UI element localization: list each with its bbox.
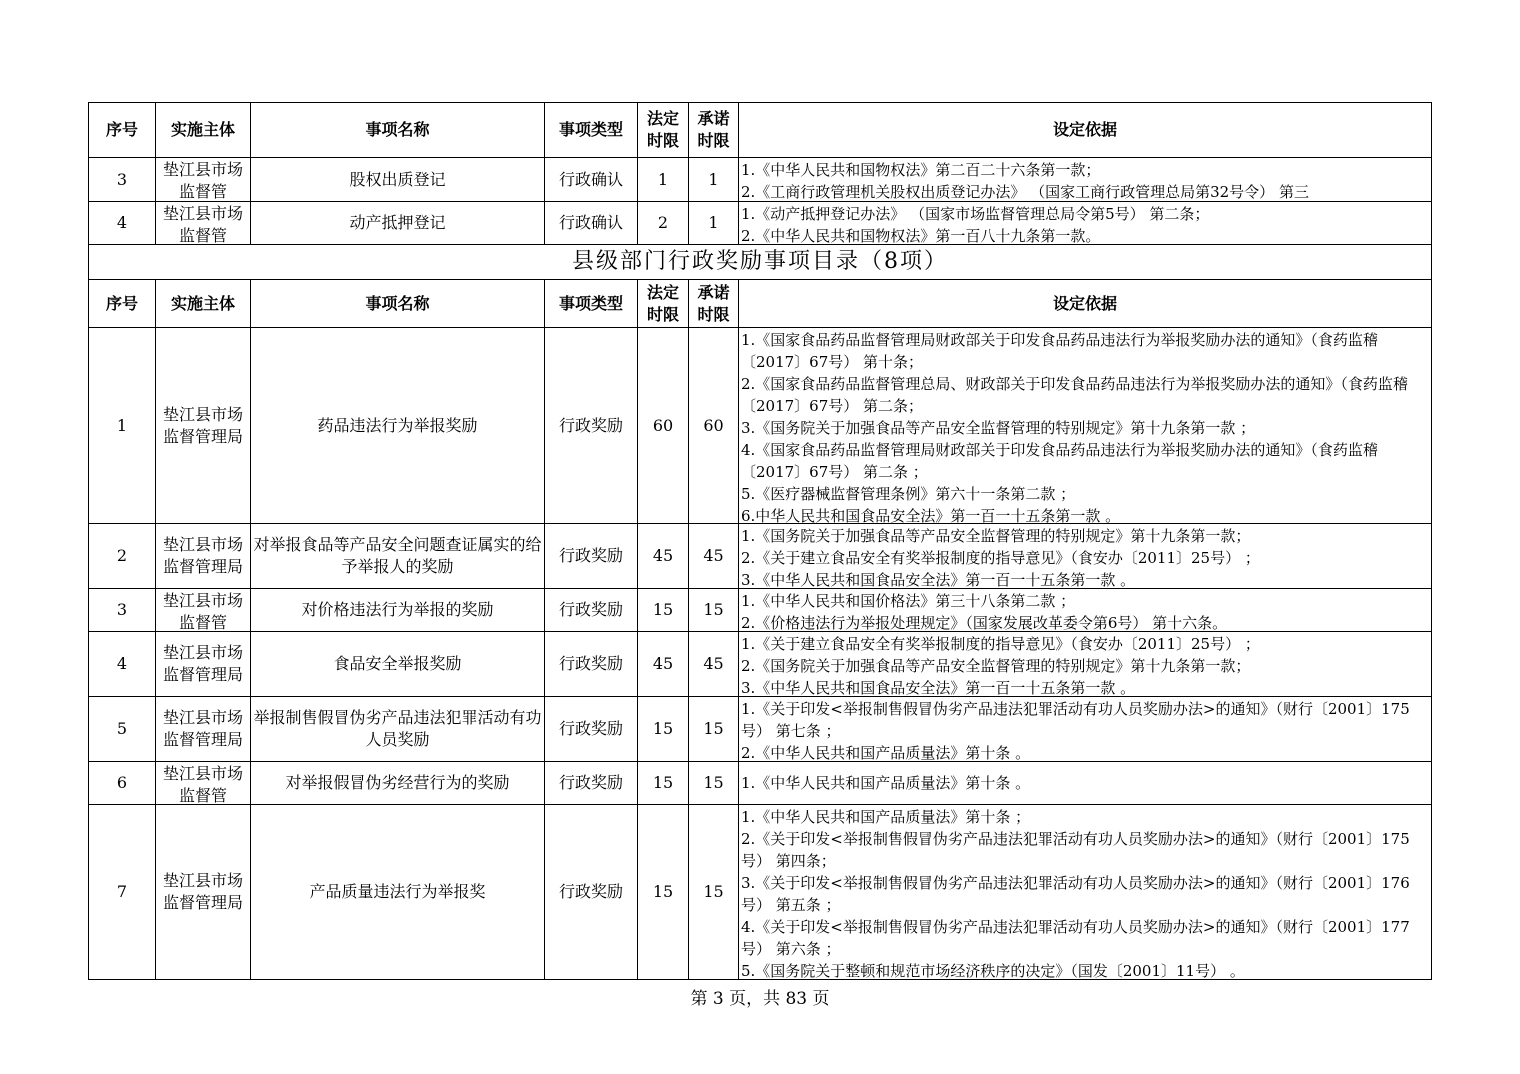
basis-line: 6.中华人民共和国食品安全法》第一百一十五条第一款 。 (741, 506, 1121, 524)
header-legal-limit (638, 103, 689, 158)
subject-cell (156, 697, 251, 762)
basis-line: 4.《关于印发<举报制售假冒伪劣产品违法犯罪活动有功人员奖励办法>的通知》（财行〔2001〕177号） 第六条 ； (741, 917, 1410, 958)
basis-cell (739, 632, 1432, 697)
type-cell (545, 202, 638, 245)
basis-line: 5.《医疗器械监督管理条例》第六十一条第二款 ； (741, 484, 1076, 503)
seq-cell (89, 697, 156, 762)
promise-limit-cell-text: 15 (703, 882, 724, 901)
promise-limit-cell (689, 697, 739, 762)
basis-line: 1.《中华人民共和国产品质量法》第十条 ； (741, 807, 1031, 826)
legal-limit-cell-text: 45 (652, 546, 674, 565)
basis-cell (739, 697, 1432, 762)
header-promise-limit-line: 时限 (697, 131, 730, 150)
table-row (89, 158, 1432, 202)
basis-line: 5.《国务院关于整顿和规范市场经济秩序的决定》（国发〔2001〕11号） 。 (741, 961, 1245, 980)
table-row (89, 632, 1432, 697)
basis-line: 2.《关于建立食品安全有奖举报制度的指导意见》（食安办〔2011〕25号） ； (741, 548, 1260, 567)
basis-cell (739, 328, 1432, 524)
seq-cell-text: 7 (116, 882, 128, 901)
header-seq: 序号 (89, 280, 156, 328)
promise-limit-cell-text: 1 (708, 213, 719, 232)
header-legal-limit-line: 时限 (646, 304, 679, 324)
promise-limit-cell-text: 15 (703, 719, 724, 738)
basis-line: 3.《中华人民共和国食品安全法》第一百一十五条第一款 。 (741, 570, 1136, 589)
name-cell-text: 对举报食品等产品安全问题查证属实的给予举报人的奖励 (253, 535, 542, 576)
legal-limit-cell-text: 15 (652, 882, 674, 901)
basis-line: 3.《关于印发<举报制售假冒伪劣产品违法犯罪活动有功人员奖励办法>的通知》（财行〔2001〕176号） 第五条 ； (741, 873, 1410, 914)
table-row (89, 762, 1432, 805)
basis-line: 1.《关于建立食品安全有奖举报制度的指导意见》（食安办〔2011〕25号） ； (741, 634, 1260, 653)
subject-cell (156, 762, 251, 805)
legal-limit-cell-text: 45 (652, 654, 674, 673)
promise-limit-cell-text: 45 (703, 654, 724, 673)
basis-line: 2.《国家食品药品监督管理总局、财政部关于印发食品药品违法行为举报奖励办法的通知》（食药监稽〔2017〕67号） 第二条； (741, 374, 1408, 415)
promise-limit-cell (689, 202, 739, 245)
legal-limit-cell (638, 697, 689, 762)
legal-limit-cell (638, 805, 689, 980)
name-cell (251, 328, 545, 524)
seq-cell (89, 589, 156, 632)
seq-cell-text: 1 (116, 415, 128, 435)
basis-cell (739, 805, 1432, 980)
seq-cell-text: 6 (116, 773, 128, 792)
name-cell (251, 202, 545, 245)
subject-cell-text: 垫江县市场监督管 (162, 590, 243, 632)
basis-line: 1.《动产抵押登记办法》 （国家市场监督管理总局令第5号） 第二条； (741, 204, 1210, 223)
name-cell-text: 对举报假冒伪劣经营行为的奖励 (285, 773, 510, 792)
name-cell-text: 产品质量违法行为举报奖 (309, 882, 486, 901)
header-promise-limit (689, 280, 739, 328)
basis-line: 1.《国家食品药品监督管理局财政部关于印发食品药品违法行为举报奖励办法的通知》（食药监稽〔2017〕67号） 第十条； (741, 330, 1378, 371)
subject-cell-text: 垫江县市场监督管理局 (162, 535, 243, 576)
type-cell (545, 697, 638, 762)
type-cell-text: 行政确认 (558, 213, 623, 232)
basis-line: 2.《国务院关于加强食品等产品安全监督管理的特别规定》第十九条第一款； (741, 656, 1251, 675)
legal-limit-cell-text: 60 (652, 415, 674, 435)
subject-cell (156, 202, 251, 245)
seq-cell (89, 202, 156, 245)
table-row (89, 697, 1432, 762)
promise-limit-cell-text: 60 (703, 415, 724, 435)
header-row (89, 103, 1432, 158)
seq-cell-text: 5 (116, 719, 128, 738)
name-cell (251, 762, 545, 805)
basis-line: 1.《关于印发<举报制售假冒伪劣产品违法犯罪活动有功人员奖励办法>的通知》（财行〔2001〕175号） 第七条 ； (741, 699, 1410, 740)
name-cell-text: 对价格违法行为举报的奖励 (301, 600, 494, 619)
type-cell (545, 158, 638, 202)
basis-cell (739, 762, 1432, 805)
promise-limit-cell-text: 15 (703, 773, 724, 792)
table-row (89, 589, 1432, 632)
basis-cell (739, 158, 1432, 202)
type-cell-text: 行政奖励 (558, 882, 623, 901)
name-cell (251, 805, 545, 980)
type-cell (545, 589, 638, 632)
subject-cell-text: 垫江县市场监督管 (162, 763, 243, 805)
seq-cell (89, 158, 156, 202)
type-cell-text: 行政奖励 (558, 600, 623, 619)
seq-cell (89, 328, 156, 524)
legal-limit-cell (638, 589, 689, 632)
legal-limit-cell (638, 762, 689, 805)
subject-cell (156, 589, 251, 632)
header-promise-limit-line: 时限 (697, 304, 730, 324)
basis-line: 2.《价格违法行为举报处理规定》（国家发展改革委令第6号） 第十六条。 (741, 613, 1228, 632)
subject-cell-text: 垫江县市场监督管理局 (162, 404, 243, 446)
table-row (89, 805, 1432, 980)
name-cell-text: 举报制售假冒伪劣产品违法犯罪活动有功人员奖励 (253, 708, 542, 749)
promise-limit-cell-text: 15 (703, 600, 724, 619)
name-cell-text: 股权出质登记 (349, 169, 446, 189)
header-legal-limit-line: 法定 (646, 282, 679, 302)
legal-limit-cell (638, 632, 689, 697)
name-cell (251, 632, 545, 697)
table-row (89, 524, 1432, 589)
header-name: 事项名称 (251, 103, 545, 158)
header-legal-limit-line: 时限 (646, 131, 679, 150)
header-promise-limit-line: 承诺 (697, 282, 730, 302)
legal-limit-cell (638, 202, 689, 245)
name-cell (251, 524, 545, 589)
header-name: 事项名称 (251, 280, 545, 328)
legal-limit-cell-text: 15 (652, 719, 674, 738)
seq-cell (89, 524, 156, 589)
basis-line: 3.《国务院关于加强食品等产品安全监督管理的特别规定》第十九条第一款 ； (741, 418, 1256, 437)
header-promise-limit-line: 承诺 (697, 109, 730, 128)
seq-cell (89, 805, 156, 980)
basis-cell (739, 524, 1432, 589)
basis-line: 2.《中华人民共和国物权法》第一百八十九条第一款。 (741, 226, 1101, 245)
promise-limit-cell (689, 524, 739, 589)
subject-cell (156, 632, 251, 697)
type-cell-text: 行政奖励 (558, 719, 623, 738)
section-title-row (89, 245, 1432, 280)
basis-line: 1.《中华人民共和国产品质量法》第十条 。 (741, 774, 1031, 792)
header-basis: 设定依据 (739, 280, 1432, 328)
header-legal-limit (638, 280, 689, 328)
subject-cell (156, 328, 251, 524)
subject-cell (156, 524, 251, 589)
seq-cell-text: 4 (116, 654, 128, 673)
header-subject: 实施主体 (156, 280, 251, 328)
legal-limit-cell-text: 2 (657, 213, 669, 232)
header-promise-limit (689, 103, 739, 158)
subject-cell-text: 垫江县市场监督管理局 (162, 871, 243, 912)
type-cell-text: 行政奖励 (558, 415, 623, 435)
page-footer: 第 3 页，共 83 页 (690, 989, 830, 1009)
promise-limit-cell (689, 328, 739, 524)
seq-cell (89, 762, 156, 805)
type-cell-text: 行政奖励 (558, 773, 623, 792)
type-cell-text: 行政确认 (558, 169, 623, 189)
legal-limit-cell (638, 524, 689, 589)
header-type: 事项类型 (545, 280, 638, 328)
basis-line: 2.《关于印发<举报制售假冒伪劣产品违法犯罪活动有功人员奖励办法>的通知》（财行〔2001〕175号） 第四条； (741, 829, 1410, 870)
basis-line: 4.《国家食品药品监督管理局财政部关于印发食品药品违法行为举报奖励办法的通知》（食药监稽〔2017〕67号） 第二条 ； (741, 440, 1378, 481)
type-cell (545, 328, 638, 524)
type-cell-text: 行政奖励 (558, 546, 623, 565)
subject-cell-text: 垫江县市场监督管 (162, 159, 243, 201)
table-row (89, 202, 1432, 245)
catalog-table (88, 102, 1432, 980)
subject-cell-text: 垫江县市场监督管 (162, 203, 243, 245)
seq-cell-text: 3 (116, 169, 128, 189)
seq-cell-text: 3 (116, 600, 128, 619)
basis-cell (739, 589, 1432, 632)
header-legal-limit-line: 法定 (646, 109, 679, 128)
subject-cell-text: 垫江县市场监督管理局 (162, 708, 243, 749)
promise-limit-cell (689, 805, 739, 980)
basis-line: 3.《中华人民共和国食品安全法》第一百一十五条第一款 。 (741, 678, 1136, 697)
basis-line: 2.《工商行政管理机关股权出质登记办法》 （国家工商行政管理总局第32号令） 第三 (741, 182, 1309, 201)
promise-limit-cell (689, 632, 739, 697)
basis-line: 1.《国务院关于加强食品等产品安全监督管理的特别规定》第十九条第一款； (741, 526, 1251, 545)
subject-cell (156, 158, 251, 202)
promise-limit-cell-text: 1 (708, 169, 719, 189)
legal-limit-cell-text: 1 (657, 169, 669, 189)
type-cell (545, 524, 638, 589)
legal-limit-cell-text: 15 (652, 773, 674, 792)
basis-cell (739, 202, 1432, 245)
name-cell-text: 食品安全举报奖励 (333, 654, 462, 673)
header-subject: 实施主体 (156, 103, 251, 158)
legal-limit-cell (638, 158, 689, 202)
subject-cell-text: 垫江县市场监督管理局 (162, 643, 243, 684)
seq-cell-text: 2 (116, 546, 128, 565)
header-type: 事项类型 (545, 103, 638, 158)
type-cell-text: 行政奖励 (558, 654, 623, 673)
name-cell (251, 589, 545, 632)
type-cell (545, 805, 638, 980)
promise-limit-cell (689, 762, 739, 805)
section-title: 县级部门行政奖励事项目录（8项） (89, 245, 1432, 280)
legal-limit-cell-text: 15 (652, 600, 674, 619)
basis-line: 2.《中华人民共和国产品质量法》第十条 。 (741, 743, 1031, 762)
basis-line: 1.《中华人民共和国价格法》第三十八条第二款 ； (741, 591, 1076, 610)
header-row (89, 280, 1432, 328)
legal-limit-cell (638, 328, 689, 524)
name-cell (251, 158, 545, 202)
seq-cell-text: 4 (116, 213, 128, 232)
name-cell (251, 697, 545, 762)
type-cell (545, 632, 638, 697)
promise-limit-cell (689, 158, 739, 202)
header-seq: 序号 (89, 103, 156, 158)
header-basis: 设定依据 (739, 103, 1432, 158)
name-cell-text: 动产抵押登记 (349, 213, 446, 232)
table-row (89, 328, 1432, 524)
subject-cell (156, 805, 251, 980)
basis-line: 1.《中华人民共和国物权法》第二百二十六条第一款； (741, 160, 1101, 179)
type-cell (545, 762, 638, 805)
promise-limit-cell (689, 589, 739, 632)
seq-cell (89, 632, 156, 697)
promise-limit-cell-text: 45 (703, 546, 724, 565)
name-cell-text: 药品违法行为举报奖励 (317, 415, 478, 435)
